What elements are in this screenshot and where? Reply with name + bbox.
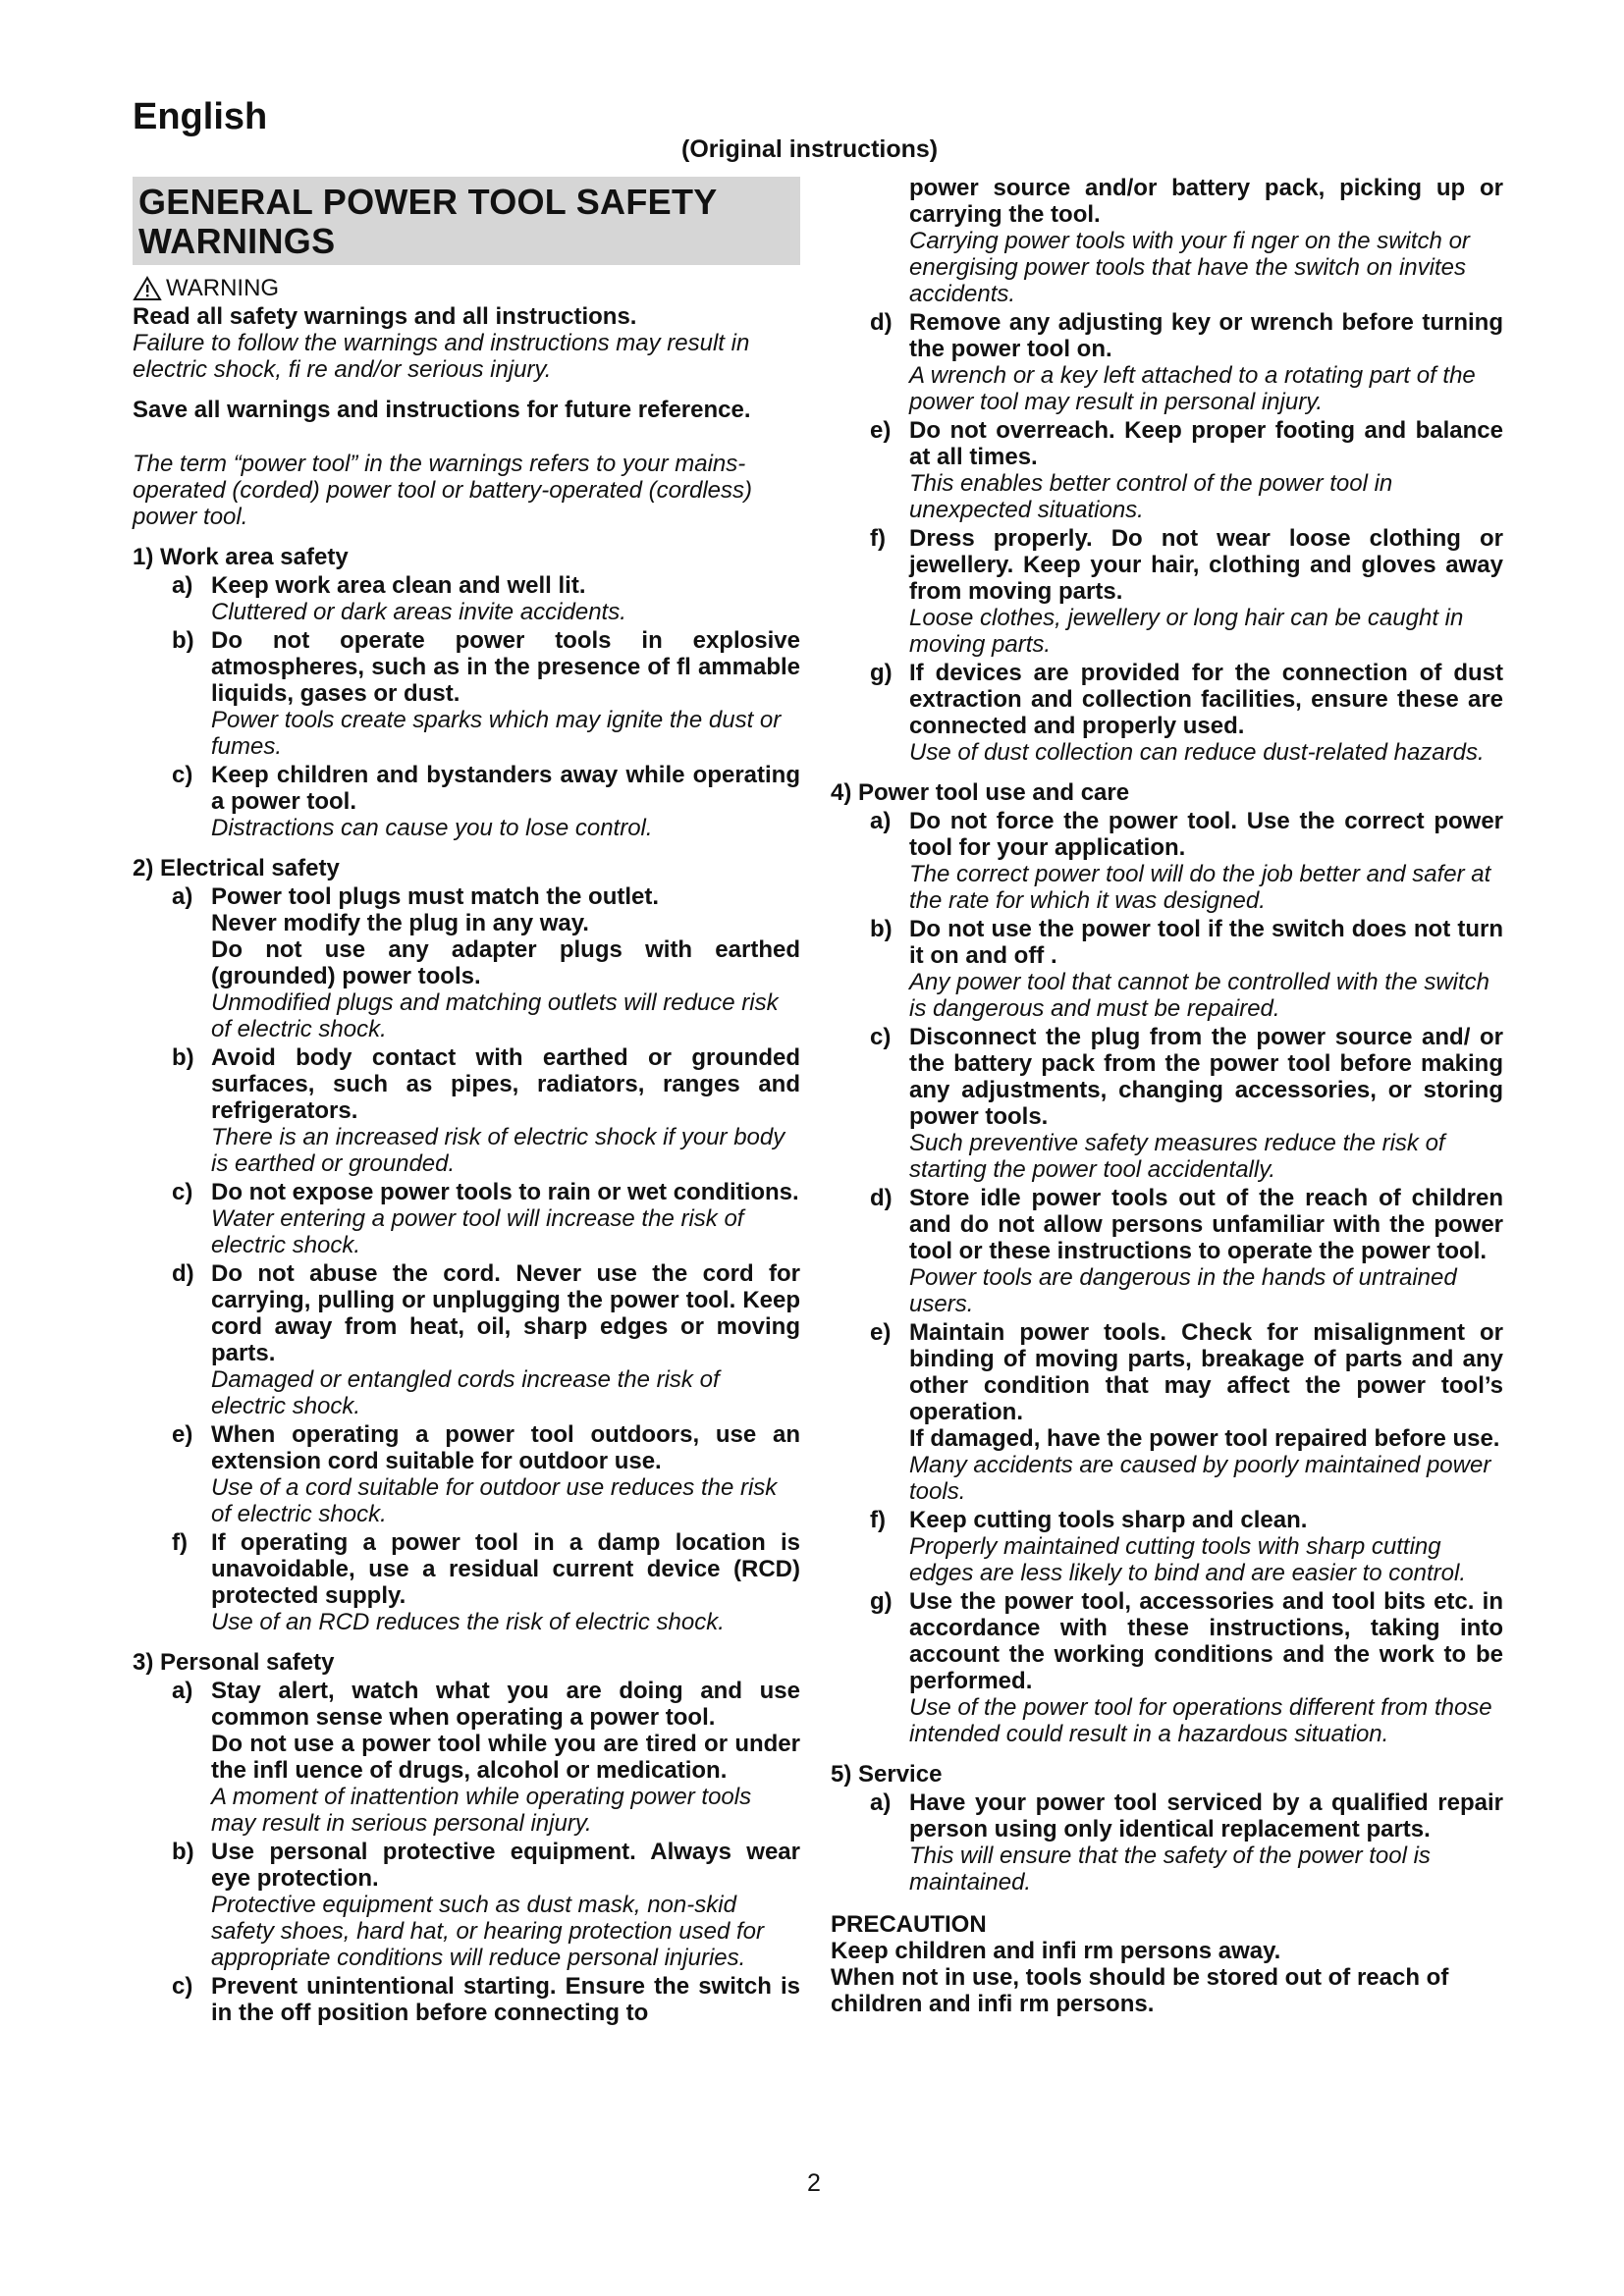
section-power-tool-use: 4) Power tool use and care [831, 779, 1130, 806]
item-explanation: Many accidents are caused by poorly maintained power tools. [909, 1452, 1491, 1505]
list-item [870, 1789, 1503, 1896]
precaution-heading: PRECAUTION [831, 1911, 987, 1938]
list-item [172, 1421, 800, 1527]
left-column [133, 177, 800, 2026]
list-item [870, 525, 1503, 658]
list-item [870, 1185, 1503, 1317]
item-text: Stay alert, watch what you are doing and use common sense when operating a power tool. [211, 1678, 800, 1731]
list-item [870, 1024, 1503, 1183]
item-text: Keep work area clean and well lit. [211, 572, 586, 599]
item-explanation: Unmodified plugs and matching outlets will reduce risk of electric shock. [211, 989, 779, 1042]
precaution-line-1: Keep children and infi rm persons away. [831, 1938, 1281, 1964]
item-text: Do not abuse the cord. Never use the cord for carrying, pulling or unplugging the power tool. Keep cord away from heat, oil, sharp edges or moving parts. [211, 1260, 800, 1366]
item-explanation: Power tools are dangerous in the hands of untrained users. [909, 1264, 1457, 1317]
item-text: Never modify the plug in any way. [211, 910, 589, 936]
item-text: Maintain power tools. Check for misalignment or binding of moving parts, breakage of parts and any other condition that may affect the power tool’s operation. [909, 1319, 1503, 1425]
item-label: b) [172, 1839, 194, 1865]
item-label: a) [172, 572, 193, 599]
item-text: Keep children and bystanders away while operating a power tool. [211, 762, 800, 815]
page-title: GENERAL POWER TOOL SAFETY WARNINGS [133, 177, 800, 265]
item-label: f) [870, 1507, 886, 1533]
item-explanation: This enables better control of the power tool in unexpected situations. [909, 470, 1393, 523]
item-label: b) [172, 627, 194, 654]
list-item [172, 1973, 800, 2026]
list-item [172, 1179, 800, 1258]
right-column [831, 175, 1503, 2017]
item-label: d) [870, 309, 893, 336]
item-label: a) [172, 883, 193, 910]
item-text: Keep cutting tools sharp and clean. [909, 1507, 1308, 1533]
item-text: Disconnect the plug from the power source and/ or the battery pack from the power tool before making any adjustments, changing accessories, or storing power tools. [909, 1024, 1503, 1130]
item-explanation: Loose clothes, jewellery or long hair can be caught in moving parts. [909, 605, 1464, 658]
item-label: f) [870, 525, 886, 552]
item-label: e) [172, 1421, 193, 1448]
item-explanation: Such preventive safety measures reduce the risk of starting the power tool accidentally. [909, 1130, 1445, 1183]
item-text: Prevent unintentional starting. Ensure the switch is in the off position before connecting to [211, 1973, 800, 2026]
item-explanation: A moment of inattention while operating power tools may result in serious personal injury. [211, 1784, 752, 1837]
list-item [172, 1044, 800, 1177]
list-item [870, 417, 1503, 523]
item-text: Do not force the power tool. Use the correct power tool for your application. [909, 808, 1503, 861]
item-label: g) [870, 660, 893, 686]
original-instructions-label: (Original instructions) [681, 135, 939, 163]
item-text: If operating a power tool in a damp location is unavoidable, use a residual current device (RCD) protected supply. [211, 1529, 800, 1609]
item-label: c) [172, 1973, 193, 2000]
item-text: Store idle power tools out of the reach of children and do not allow persons unfamiliar with the power tool or these instructions to operate the power tool. [909, 1185, 1503, 1264]
item-label: a) [870, 808, 892, 834]
item-explanation: Damaged or entangled cords increase the risk of electric shock. [211, 1366, 720, 1419]
item-text: Remove any adjusting key or wrench before turning the power tool on. [909, 309, 1503, 362]
list-item [870, 309, 1503, 415]
save-instructions: Save all warnings and instructions for future reference. [133, 397, 751, 423]
item-explanation: Distractions can cause you to lose control. [211, 815, 653, 841]
item-label: a) [172, 1678, 193, 1704]
warning-line [133, 275, 800, 301]
item-label: c) [172, 1179, 193, 1205]
item-label: c) [172, 762, 193, 788]
item-label: c) [870, 1024, 892, 1050]
item-explanation: Carrying power tools with your fi nger on the switch or energising power tools that have the switch on invites accidents. [909, 228, 1470, 307]
item-explanation: There is an increased risk of electric shock if your body is earthed or grounded. [211, 1124, 785, 1177]
item-text: Power tool plugs must match the outlet. [211, 883, 660, 910]
list-item [172, 1839, 800, 1971]
electrical-items [133, 883, 800, 1635]
item-explanation: Use of the power tool for operations different from those intended could result in a hazardous situation. [909, 1694, 1492, 1747]
item-label: f) [172, 1529, 188, 1556]
list-item [172, 572, 800, 625]
list-item [870, 660, 1503, 766]
list-item [870, 1319, 1503, 1505]
list-item [172, 1529, 800, 1635]
personal-items-right [831, 175, 1503, 766]
item-label: e) [870, 1319, 892, 1346]
list-item [870, 808, 1503, 914]
item-text: Do not use the power tool if the switch does not turn it on and off . [909, 916, 1503, 969]
item-text: Use the power tool, accessories and tool bits etc. in accordance with these instructions, taking into account the working conditions and the work to be performed. [909, 1588, 1503, 1694]
item-explanation: Properly maintained cutting tools with sharp cutting edges are less likely to bind and are easier to control. [909, 1533, 1466, 1586]
item-continuation: power source and/or battery pack, picking up or carrying the tool. [909, 175, 1503, 228]
item-text: When operating a power tool outdoors, use an extension cord suitable for outdoor use. [211, 1421, 800, 1474]
section-electrical-safety: 2) Electrical safety [133, 855, 340, 881]
section-work-area-safety: 1) Work area safety [133, 544, 349, 570]
personal-items-left [133, 1678, 800, 2026]
item-explanation: This will ensure that the safety of the power tool is maintained. [909, 1842, 1431, 1896]
item-explanation: The correct power tool will do the job better and safer at the rate for which it was designed. [909, 861, 1491, 914]
item-text: If damaged, have the power tool repaired before use. [909, 1425, 1500, 1452]
item-explanation: Protective equipment such as dust mask, non-skid safety shoes, hard hat, or hearing protection used for appropriate conditions will reduce personal injuries. [211, 1892, 765, 1971]
language-heading: English [133, 96, 268, 137]
item-explanation: Use of a cord suitable for outdoor use reduces the risk of electric shock. [211, 1474, 778, 1527]
section-personal-safety: 3) Personal safety [133, 1649, 335, 1676]
item-text: If devices are provided for the connection of dust extraction and collection facilities, ensure these are connected and properly used. [909, 660, 1503, 739]
read-instructions: Read all safety warnings and all instructions. [133, 303, 637, 330]
precaution-line-2: When not in use, tools should be stored out of reach of children and infi rm persons. [831, 1964, 1449, 2017]
item-text: Have your power tool serviced by a qualified repair person using only identical replacement parts. [909, 1789, 1503, 1842]
item-label: d) [870, 1185, 893, 1211]
item-explanation: Power tools create sparks which may ignite the dust or fumes. [211, 707, 782, 760]
item-text: Use personal protective equipment. Always wear eye protection. [211, 1839, 800, 1892]
item-explanation: Use of dust collection can reduce dust-related hazards. [909, 739, 1485, 766]
item-text: Do not operate power tools in explosive atmospheres, such as in the presence of fl ammable liquids, gases or dust. [211, 627, 800, 707]
service-items [831, 1789, 1503, 1896]
item-text: Dress properly. Do not wear loose clothing or jewellery. Keep your hair, clothing and gloves away from moving parts. [909, 525, 1503, 605]
list-item [870, 1588, 1503, 1747]
power-tool-items [831, 808, 1503, 1747]
list-item [172, 762, 800, 841]
list-item [172, 1260, 800, 1419]
item-label: b) [870, 916, 893, 942]
item-label: a) [870, 1789, 892, 1816]
section-service: 5) Service [831, 1761, 943, 1788]
item-explanation: A wrench or a key left attached to a rotating part of the power tool may result in personal injury. [909, 362, 1476, 415]
item-text: Do not overreach. Keep proper footing and balance at all times. [909, 417, 1503, 470]
item-label: b) [172, 1044, 194, 1071]
item-explanation: Cluttered or dark areas invite accidents. [211, 599, 626, 625]
list-item [172, 883, 800, 1042]
list-item [172, 1678, 800, 1837]
list-item [870, 916, 1503, 1022]
page-number: 2 [807, 2169, 821, 2197]
item-explanation: Water entering a power tool will increase the risk of electric shock. [211, 1205, 744, 1258]
warning-label: WARNING [166, 275, 280, 301]
item-label: d) [172, 1260, 194, 1287]
item-text: Avoid body contact with earthed or grounded surfaces, such as pipes, radiators, ranges and refrigerators. [211, 1044, 800, 1124]
item-explanation: Any power tool that cannot be controlled with the switch is dangerous and must be repaired. [909, 969, 1489, 1022]
failure-consequence: Failure to follow the warnings and instructions may result in electric shock, fi re and/or serious injury. [133, 330, 750, 383]
item-text: Do not expose power tools to rain or wet conditions. [211, 1179, 799, 1205]
list-item [172, 627, 800, 760]
work-area-items [133, 572, 800, 841]
item-label: e) [870, 417, 892, 444]
item-text: Do not use a power tool while you are tired or under the infl uence of drugs, alcohol or medication. [211, 1731, 800, 1784]
item-text: Do not use any adapter plugs with earthed (grounded) power tools. [211, 936, 800, 989]
power-tool-term: The term “power tool” in the warnings refers to your mains-operated (corded) power tool or battery-operated (cordless) power tool. [133, 451, 752, 530]
item-label: g) [870, 1588, 893, 1615]
item-explanation: Use of an RCD reduces the risk of electric shock. [211, 1609, 725, 1635]
warning-triangle-icon [133, 276, 162, 301]
list-item [870, 1507, 1503, 1586]
